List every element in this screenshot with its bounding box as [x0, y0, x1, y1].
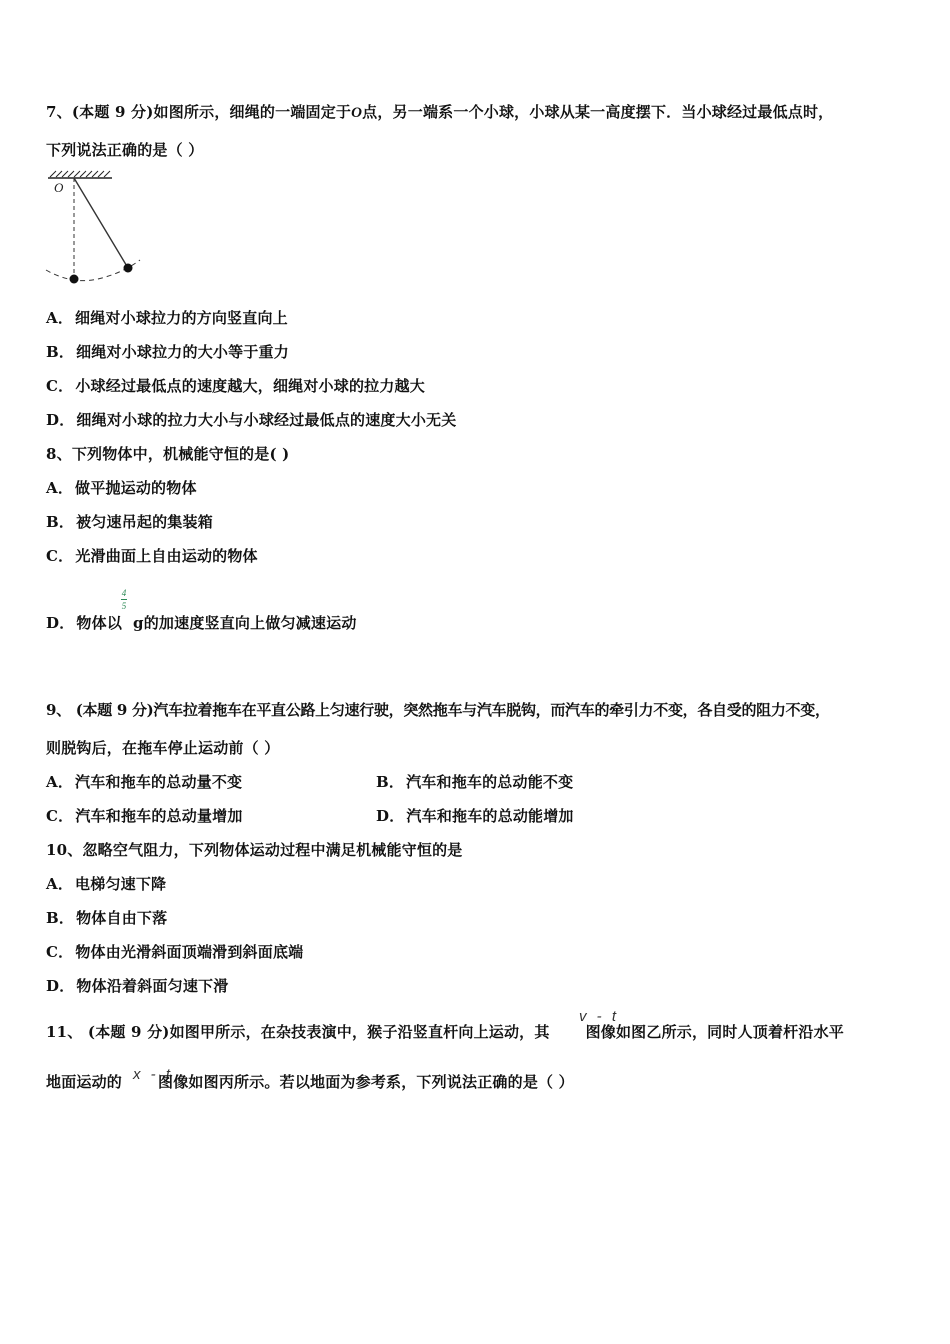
q7-stem-part-b: 点，另一端系一个小球，小球从某一高度摆下．当小球经过最低点时，: [362, 103, 834, 121]
q8-fraction-four-fifths: 4 5: [121, 588, 127, 611]
q9-option-d: D． 汽车和拖车的总动能增加: [376, 807, 574, 825]
q8-option-b: B． 被匀速吊起的集装箱: [46, 513, 213, 531]
q11-stem-line1: 11、 (本题 9 分)如图甲所示，在杂技表演中，猴子沿竖直杆向上运动，其 图像如图乙所示，同时人顶着杆沿水平: [46, 1023, 844, 1041]
q8-option-d: D． 物体以 g的加速度竖直向上做匀减速运动: [46, 614, 357, 632]
q10-option-b: B． 物体自由下落: [46, 909, 168, 927]
q10-stem: 10、忽略空气阻力，下列物体运动过程中满足机械能守恒的是: [46, 841, 463, 859]
q11-xt-formula: x - t: [133, 1066, 173, 1083]
gravity-symbol: g: [133, 614, 144, 632]
q7-stem-part-a: 7、(本题 9 分)如图所示，细绳的一端固定于: [46, 103, 352, 121]
q9-stem-line1: 9、 (本题 9 分)汽车拉着拖车在平直公路上匀速行驶，突然拖车与汽车脱钩，而汽车的牵引力不变，各自受的阻力不变，: [46, 701, 830, 719]
pivot-label-o: O: [54, 180, 64, 195]
q7-stem-line1: [46, 102, 833, 123]
pendulum-string: [74, 178, 128, 268]
q10-option-c: C． 物体由光滑斜面顶端滑到斜面底端: [46, 943, 304, 961]
q7-option-c: C． 小球经过最低点的速度越大，细绳对小球的拉力越大: [46, 377, 425, 395]
pendulum-figure: [44, 166, 146, 290]
ball-current-position: [124, 264, 133, 273]
q10-option-a: A． 电梯匀速下降: [46, 875, 167, 893]
q8-option-a: A． 做平抛运动的物体: [46, 479, 197, 497]
q8-stem: 8、下列物体中，机械能守恒的是( ): [46, 445, 290, 463]
q11-vt-formula: v - t: [579, 1008, 619, 1025]
q7-stem-line2: 下列说法正确的是（ ）: [46, 141, 204, 159]
ceiling-hatching: [50, 171, 110, 177]
q8-option-c: C． 光滑曲面上自由运动的物体: [46, 547, 258, 565]
pendulum-diagram: [44, 166, 146, 290]
q7-option-b: B． 细绳对小球拉力的大小等于重力: [46, 343, 289, 361]
q9-option-b: B． 汽车和拖车的总动能不变: [376, 773, 574, 791]
ball-lowest-position: [70, 275, 79, 284]
q9-option-a: A． 汽车和拖车的总动量不变: [46, 773, 243, 791]
q9-stem-line2: 则脱钩后，在拖车停止运动前（ ）: [46, 739, 280, 757]
q9-option-c: C． 汽车和拖车的总动量增加: [46, 807, 243, 825]
q10-option-d: D． 物体沿着斜面匀速下滑: [46, 977, 229, 995]
q7-option-a: A． 细绳对小球拉力的方向竖直向上: [46, 309, 288, 327]
q7-point-o: O: [351, 105, 363, 121]
q7-option-d: D． 细绳对小球的拉力大小与小球经过最低点的速度大小无关: [46, 411, 457, 429]
q11-stem-line2: 地面运动的 图像如图丙所示。若以地面为参考系，下列说法正确的是（ ）: [46, 1073, 574, 1091]
